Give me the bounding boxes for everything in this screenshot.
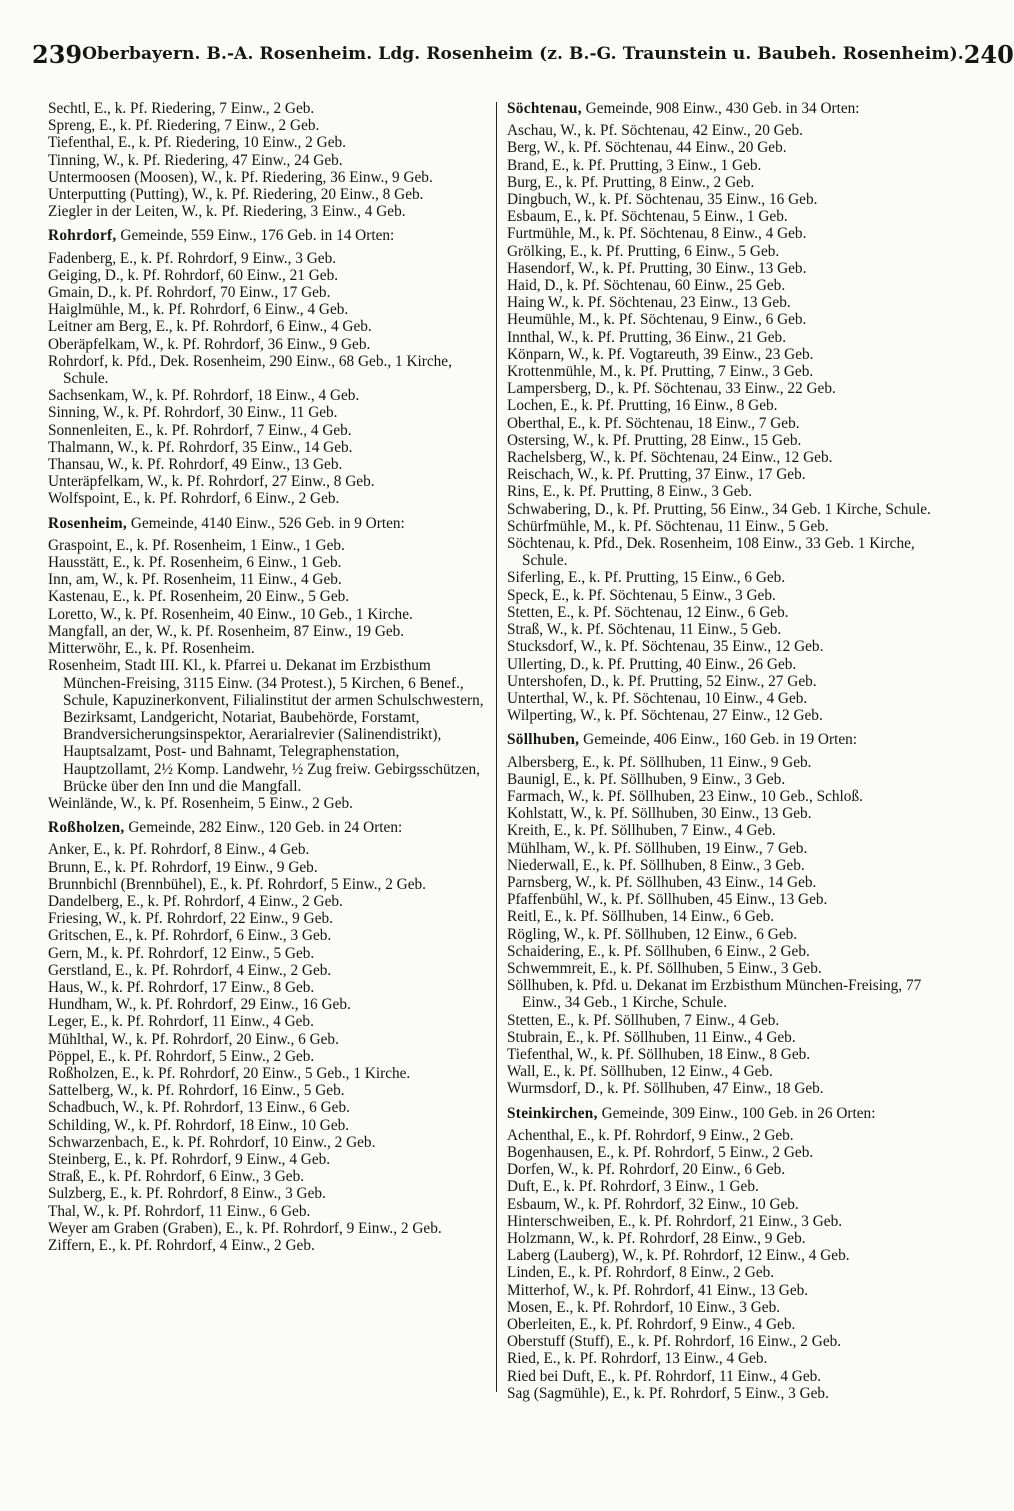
place-entry: Schaidering, E., k. Pf. Söllhuben, 6 Einw., 2 Geb. bbox=[507, 942, 810, 960]
place-entry: Reischach, W., k. Pf. Prutting, 37 Einw., 17 Geb. bbox=[507, 466, 806, 484]
municipality-summary: Gemeinde, 309 Einw., 100 Geb. in 26 Orten: bbox=[601, 1104, 876, 1122]
municipality-summary: Gemeinde, 559 Einw., 176 Geb. in 14 Orten: bbox=[120, 227, 395, 245]
place-entry: Brand, E., k. Pf. Prutting, 3 Einw., 1 Geb. bbox=[507, 156, 762, 174]
place-entry: Mühlham, W., k. Pf. Söllhuben, 19 Einw., 7 Geb. bbox=[507, 839, 808, 857]
place-entry: Ried, E., k. Pf. Rohrdorf, 13 Einw., 4 Geb. bbox=[507, 1350, 768, 1368]
place-entry: Sattelberg, W., k. Pf. Rohrdorf, 16 Einw., 5 Geb. bbox=[48, 1082, 345, 1100]
column-divider bbox=[496, 102, 497, 1392]
place-entry: Bogenhausen, E., k. Pf. Rohrdorf, 5 Einw., 2 Geb. bbox=[507, 1143, 814, 1161]
place-entry: Lampersberg, D., k. Pf. Söchtenau, 33 Einw., 22 Geb. bbox=[507, 380, 836, 398]
place-entry: Thansau, W., k. Pf. Rohrdorf, 49 Einw., 13 Geb. bbox=[48, 456, 343, 474]
place-entry: Oberthal, E., k. Pf. Söchtenau, 18 Einw., 7 Geb. bbox=[507, 414, 800, 432]
place-entry: Oberäpfelkam, W., k. Pf. Rohrdorf, 36 Einw., 9 Geb. bbox=[48, 335, 371, 353]
place-entry: Kohlstatt, W., k. Pf. Söllhuben, 30 Einw., 13 Geb. bbox=[507, 805, 812, 823]
place-entry: Rosenheim, Stadt III. Kl., k. Pfarrei u. Dekanat im Erzbisthum München-Freising, 3115 Einw. (34 Protest.), 5 Kirchen, 6 Benef., Schule, Kapuzinerkonvent, Filialinstitut der armen Schulschwestern, Bezirksamt, Landgericht, Notariat, Baubehörde, Forstamt, Brandversicherungsinspektor, Aerarialrevier (Salinendistrikt), Hauptsalzamt, Post- und Bahnamt, Telegraphenstation, Hauptzollamt, 2½ Komp. Landwehr, ½ Zug freiw. Gebirgsschützen, Brücke über den Inn und die Mangfall. bbox=[48, 657, 484, 795]
place-entry: Leitner am Berg, E., k. Pf. Rohrdorf, 6 Einw., 4 Geb. bbox=[48, 318, 372, 336]
place-entry: Mitterwöhr, E., k. Pf. Rosenheim. bbox=[48, 640, 255, 658]
municipality-summary: Gemeinde, 282 Einw., 120 Geb. in 24 Orten: bbox=[128, 819, 403, 837]
place-entry: Sonnenleiten, E., k. Pf. Rohrdorf, 7 Einw., 4 Geb. bbox=[48, 421, 352, 439]
place-entry: Speck, E., k. Pf. Söchtenau, 5 Einw., 3 Geb. bbox=[507, 586, 776, 604]
place-entry: Gritschen, E., k. Pf. Rohrdorf, 6 Einw., 3 Geb. bbox=[48, 927, 332, 945]
place-entry: Siferling, E., k. Pf. Prutting, 15 Einw., 6 Geb. bbox=[507, 569, 786, 587]
place-entry: Mangfall, an der, W., k. Pf. Rosenheim, 87 Einw., 19 Geb. bbox=[48, 622, 405, 640]
place-entry: Farmach, W., k. Pf. Söllhuben, 23 Einw., 10 Geb., Schloß. bbox=[507, 787, 863, 805]
place-entry: Sag (Sagmühle), E., k. Pf. Rohrdorf, 5 Einw., 3 Geb. bbox=[507, 1384, 829, 1402]
place-entry: Niederwall, E., k. Pf. Söllhuben, 8 Einw., 3 Geb. bbox=[507, 856, 805, 874]
place-entry: Weyer am Graben (Graben), E., k. Pf. Rohrdorf, 9 Einw., 2 Geb. bbox=[48, 1219, 442, 1237]
place-entry: Hausstätt, E., k. Pf. Rosenheim, 6 Einw., 1 Geb. bbox=[48, 554, 342, 572]
place-entry: Rachelsberg, W., k. Pf. Söchtenau, 24 Einw., 12 Geb. bbox=[507, 449, 833, 467]
place-entry: Pfaffenbühl, W., k. Pf. Söllhuben, 45 Einw., 13 Geb. bbox=[507, 891, 828, 909]
place-entry: Unterputting (Putting), W., k. Pf. Riedering, 20 Einw., 8 Geb. bbox=[48, 186, 424, 204]
place-entry: Linden, E., k. Pf. Rohrdorf, 8 Einw., 2 Geb. bbox=[507, 1264, 775, 1282]
place-entry: Parnsberg, W., k. Pf. Söllhuben, 43 Einw., 14 Geb. bbox=[507, 873, 817, 891]
place-entry: Schürfmühle, M., k. Pf. Söchtenau, 11 Einw., 5 Geb. bbox=[507, 517, 829, 535]
municipality-heading bbox=[507, 731, 947, 748]
place-entry: Albersberg, E., k. Pf. Söllhuben, 11 Einw., 9 Geb. bbox=[507, 753, 812, 771]
place-entry: Lochen, E., k. Pf. Prutting, 16 Einw., 8 Geb. bbox=[507, 397, 778, 415]
place-entry: Schwemmreit, E., k. Pf. Söllhuben, 5 Einw., 3 Geb. bbox=[507, 959, 822, 977]
place-entry: Gmain, D., k. Pf. Rohrdorf, 70 Einw., 17 Geb. bbox=[48, 284, 331, 302]
place-entry: Wilperting, W., k. Pf. Söchtenau, 27 Einw., 12 Geb. bbox=[507, 707, 823, 725]
place-entry: Graspoint, E., k. Pf. Rosenheim, 1 Einw., 1 Geb. bbox=[48, 536, 345, 554]
place-entry: Laberg (Lauberg), W., k. Pf. Rohrdorf, 12 Einw., 4 Geb. bbox=[507, 1247, 850, 1265]
municipality-name: Söllhuben, bbox=[507, 731, 580, 749]
place-entry: Straß, E., k. Pf. Rohrdorf, 6 Einw., 3 Geb. bbox=[48, 1168, 305, 1186]
place-entry: Inn, am, W., k. Pf. Rosenheim, 11 Einw., 4 Geb. bbox=[48, 571, 342, 589]
place-entry: Wolfspoint, E., k. Pf. Rohrdorf, 6 Einw., 2 Geb. bbox=[48, 490, 340, 508]
place-entry: Haus, W., k. Pf. Rohrdorf, 17 Einw., 8 Geb. bbox=[48, 978, 315, 996]
place-entry: Dorfen, W., k. Pf. Rohrdorf, 20 Einw., 6 Geb. bbox=[507, 1161, 786, 1179]
place-entry: Könparn, W., k. Pf. Vogtareuth, 39 Einw., 23 Geb. bbox=[507, 345, 814, 363]
place-entry: Spreng, E., k. Pf. Riedering, 7 Einw., 2 Geb. bbox=[48, 117, 320, 135]
place-entry: Stetten, E., k. Pf. Söllhuben, 7 Einw., 4 Geb. bbox=[507, 1011, 780, 1029]
place-entry: Duft, E., k. Pf. Rohrdorf, 3 Einw., 1 Geb. bbox=[507, 1178, 759, 1196]
municipality-name: Rosenheim, bbox=[48, 514, 128, 532]
place-entry: Mühlthal, W., k. Pf. Rohrdorf, 20 Einw., 6 Geb. bbox=[48, 1030, 339, 1048]
place-entry: Oberstuff (Stuff), E., k. Pf. Rohrdorf, 16 Einw., 2 Geb. bbox=[507, 1333, 842, 1351]
place-entry: Esbaum, E., k. Pf. Söchtenau, 5 Einw., 1 Geb. bbox=[507, 208, 788, 226]
place-entry: Ried bei Duft, E., k. Pf. Rohrdorf, 11 Einw., 4 Geb. bbox=[507, 1367, 822, 1385]
place-entry: Pöppel, E., k. Pf. Rohrdorf, 5 Einw., 2 Geb. bbox=[48, 1047, 315, 1065]
left-column bbox=[48, 100, 486, 1254]
place-entry: Haiglmühle, M., k. Pf. Rohrdorf, 6 Einw., 4 Geb. bbox=[48, 301, 349, 319]
place-entry: Roßholzen, E., k. Pf. Rohrdorf, 20 Einw., 5 Geb., 1 Kirche. bbox=[48, 1064, 411, 1082]
place-entry: Wall, E., k. Pf. Söllhuben, 12 Einw., 4 Geb. bbox=[507, 1063, 773, 1081]
place-entry: Ullerting, D., k. Pf. Prutting, 40 Einw., 26 Geb. bbox=[507, 655, 797, 673]
place-entry: Sechtl, E., k. Pf. Riedering, 7 Einw., 2 Geb. bbox=[48, 100, 315, 117]
place-entry: Ziegler in der Leiten, W., k. Pf. Riedering, 3 Einw., 4 Geb. bbox=[48, 203, 406, 221]
place-entry: Kreith, E., k. Pf. Söllhuben, 7 Einw., 4 Geb. bbox=[507, 822, 776, 840]
municipality-heading bbox=[507, 1105, 947, 1122]
place-entry: Straß, W., k. Pf. Söchtenau, 11 Einw., 5 Geb. bbox=[507, 621, 782, 639]
municipality-summary: Gemeinde, 4140 Einw., 526 Geb. in 9 Orten: bbox=[130, 514, 405, 532]
municipality-heading bbox=[48, 515, 486, 532]
place-entry: Tinning, W., k. Pf. Riedering, 47 Einw., 24 Geb. bbox=[48, 151, 343, 169]
place-entry: Mitterhof, W., k. Pf. Rohrdorf, 41 Einw., 13 Geb. bbox=[507, 1281, 809, 1299]
place-entry: Weinlände, W., k. Pf. Rosenheim, 5 Einw., 2 Geb. bbox=[48, 794, 353, 812]
place-entry: Gerstland, E., k. Pf. Rohrdorf, 4 Einw., 2 Geb. bbox=[48, 961, 332, 979]
municipality-summary: Gemeinde, 406 Einw., 160 Geb. in 19 Orten: bbox=[583, 731, 858, 749]
place-entry: Heumühle, M., k. Pf. Söchtenau, 9 Einw., 6 Geb. bbox=[507, 311, 807, 329]
place-entry: Schadbuch, W., k. Pf. Rohrdorf, 13 Einw., 6 Geb. bbox=[48, 1099, 350, 1117]
place-entry: Mosen, E., k. Pf. Rohrdorf, 10 Einw., 3 Geb. bbox=[507, 1298, 781, 1316]
place-entry: Steinberg, E., k. Pf. Rohrdorf, 9 Einw., 4 Geb. bbox=[48, 1150, 331, 1168]
place-entry: Aschau, W., k. Pf. Söchtenau, 42 Einw., 20 Geb. bbox=[507, 122, 803, 140]
municipality-heading bbox=[48, 227, 486, 244]
municipality-name: Steinkirchen, bbox=[507, 1104, 598, 1122]
place-entry: Untershofen, D., k. Pf. Prutting, 52 Einw., 27 Geb. bbox=[507, 672, 817, 690]
place-entry: Thal, W., k. Pf. Rohrdorf, 11 Einw., 6 Geb. bbox=[48, 1202, 311, 1220]
place-entry: Burg, E., k. Pf. Prutting, 8 Einw., 2 Geb. bbox=[507, 173, 755, 191]
place-entry: Söchtenau, k. Pfd., Dek. Rosenheim, 108 Einw., 33 Geb. 1 Kirche, Schule. bbox=[507, 535, 915, 570]
place-entry: Achenthal, E., k. Pf. Rohrdorf, 9 Einw., 2 Geb. bbox=[507, 1126, 794, 1144]
place-entry: Gern, M., k. Pf. Rohrdorf, 12 Einw., 5 Geb. bbox=[48, 944, 315, 962]
place-entry: Brunnbichl (Brennbühel), E., k. Pf. Rohrdorf, 5 Einw., 2 Geb. bbox=[48, 875, 426, 893]
place-entry: Unteräpfelkam, W., k. Pf. Rohrdorf, 27 Einw., 8 Geb. bbox=[48, 473, 375, 491]
municipality-heading bbox=[48, 819, 486, 836]
place-entry: Wurmsdorf, D., k. Pf. Söllhuben, 47 Einw., 18 Geb. bbox=[507, 1080, 824, 1098]
place-entry: Hundham, W., k. Pf. Rohrdorf, 29 Einw., 16 Geb. bbox=[48, 996, 351, 1014]
place-entry: Anker, E., k. Pf. Rohrdorf, 8 Einw., 4 Geb. bbox=[48, 841, 310, 859]
place-entry: Untermoosen (Moosen), W., k. Pf. Riedering, 36 Einw., 9 Geb. bbox=[48, 168, 433, 186]
place-entry: Kastenau, E., k. Pf. Rosenheim, 20 Einw., 5 Geb. bbox=[48, 588, 350, 606]
municipality-name: Rohrdorf, bbox=[48, 227, 117, 245]
place-entry: Esbaum, W., k. Pf. Rohrdorf, 32 Einw., 10 Geb. bbox=[507, 1195, 799, 1213]
place-entry: Brunn, E., k. Pf. Rohrdorf, 19 Einw., 9 Geb. bbox=[48, 858, 318, 876]
place-entry: Söllhuben, k. Pfd. u. Dekanat im Erzbisthum München-Freising, 77 Einw., 34 Geb., 1 Kirche, Schule. bbox=[507, 977, 922, 1012]
place-entry: Grölking, E., k. Pf. Prutting, 6 Einw., 5 Geb. bbox=[507, 242, 780, 260]
place-entry: Thalmann, W., k. Pf. Rohrdorf, 35 Einw., 14 Geb. bbox=[48, 438, 353, 456]
municipality-summary: Gemeinde, 908 Einw., 430 Geb. in 34 Orten: bbox=[585, 100, 860, 117]
place-entry: Hasendorf, W., k. Pf. Prutting, 30 Einw., 13 Geb. bbox=[507, 259, 807, 277]
place-entry: Tiefenthal, W., k. Pf. Söllhuben, 18 Einw., 8 Geb. bbox=[507, 1045, 811, 1063]
place-entry: Loretto, W., k. Pf. Rosenheim, 40 Einw., 10 Geb., 1 Kirche. bbox=[48, 605, 413, 623]
page-number-right: 240 bbox=[963, 39, 1014, 69]
right-column bbox=[507, 100, 947, 1402]
place-entry: Schilding, W., k. Pf. Rohrdorf, 18 Einw., 10 Geb. bbox=[48, 1116, 350, 1134]
place-entry: Krottenmühle, M., k. Pf. Prutting, 7 Einw., 3 Geb. bbox=[507, 363, 814, 381]
place-entry: Dandelberg, E., k. Pf. Rohrdorf, 4 Einw., 2 Geb. bbox=[48, 892, 343, 910]
place-entry: Haid, D., k. Pf. Söchtenau, 60 Einw., 25 Geb. bbox=[507, 277, 786, 295]
place-entry: Leger, E., k. Pf. Rohrdorf, 11 Einw., 4 Geb. bbox=[48, 1013, 314, 1031]
running-head: Oberbayern. B.-A. Rosenheim. Ldg. Rosenheim (z. B.-G. Traunstein u. Baubeh. Rosenheim). bbox=[82, 44, 964, 64]
place-entry: Oberleiten, E., k. Pf. Rohrdorf, 9 Einw., 4 Geb. bbox=[507, 1316, 796, 1334]
place-entry: Rohrdorf, k. Pfd., Dek. Rosenheim, 290 Einw., 68 Geb., 1 Kirche, Schule. bbox=[48, 352, 452, 388]
place-entry: Rögling, W., k. Pf. Söllhuben, 12 Einw., 6 Geb. bbox=[507, 925, 798, 943]
place-entry: Schwarzenbach, E., k. Pf. Rohrdorf, 10 Einw., 2 Geb. bbox=[48, 1133, 376, 1151]
place-entry: Dingbuch, W., k. Pf. Söchtenau, 35 Einw., 16 Geb. bbox=[507, 191, 818, 209]
place-entry: Sinning, W., k. Pf. Rohrdorf, 30 Einw., 11 Geb. bbox=[48, 404, 338, 422]
place-entry: Furtmühle, M., k. Pf. Söchtenau, 8 Einw., 4 Geb. bbox=[507, 225, 807, 243]
place-entry: Sachsenkam, W., k. Pf. Rohrdorf, 18 Einw., 4 Geb. bbox=[48, 387, 360, 405]
place-entry: Stucksdorf, W., k. Pf. Söchtenau, 35 Einw., 12 Geb. bbox=[507, 638, 824, 656]
place-entry: Friesing, W., k. Pf. Rohrdorf, 22 Einw., 9 Geb. bbox=[48, 910, 333, 928]
place-entry: Innthal, W., k. Pf. Prutting, 36 Einw., 21 Geb. bbox=[507, 328, 787, 346]
place-entry: Ziffern, E., k. Pf. Rohrdorf, 4 Einw., 2 Geb. bbox=[48, 1237, 315, 1254]
place-entry: Haing W., k. Pf. Söchtenau, 23 Einw., 13 Geb. bbox=[507, 294, 791, 312]
place-entry: Holzmann, W., k. Pf. Rohrdorf, 28 Einw., 9 Geb. bbox=[507, 1230, 806, 1247]
place-entry: Berg, W., k. Pf. Söchtenau, 44 Einw., 20 Geb. bbox=[507, 139, 787, 157]
place-entry: Unterthal, W., k. Pf. Söchtenau, 10 Einw., 4 Geb. bbox=[507, 689, 808, 707]
place-entry: Rins, E., k. Pf. Prutting, 8 Einw., 3 Geb. bbox=[507, 483, 753, 501]
place-entry: Schwabering, D., k. Pf. Prutting, 56 Einw., 34 Geb. 1 Kirche, Schule. bbox=[507, 500, 931, 518]
place-entry: Ostersing, W., k. Pf. Prutting, 28 Einw., 15 Geb. bbox=[507, 431, 802, 449]
place-entry: Stetten, E., k. Pf. Söchtenau, 12 Einw., 6 Geb. bbox=[507, 603, 789, 621]
page-number-left: 239 bbox=[32, 39, 83, 69]
page-header bbox=[32, 34, 1014, 74]
municipality-heading bbox=[507, 100, 947, 117]
place-entry: Geiging, D., k. Pf. Rohrdorf, 60 Einw., 21 Geb. bbox=[48, 266, 339, 284]
place-entry: Tiefenthal, E., k. Pf. Riedering, 10 Einw., 2 Geb. bbox=[48, 134, 346, 152]
place-entry: Hinterschweiben, E., k. Pf. Rohrdorf, 21 Einw., 3 Geb. bbox=[507, 1212, 843, 1230]
place-entry: Stubrain, E., k. Pf. Söllhuben, 11 Einw., 4 Geb. bbox=[507, 1028, 796, 1046]
place-entry: Baunigl, E., k. Pf. Söllhuben, 9 Einw., 3 Geb. bbox=[507, 770, 786, 788]
municipality-name: Roßholzen, bbox=[48, 819, 125, 837]
place-entry: Sulzberg, E., k. Pf. Rohrdorf, 8 Einw., 3 Geb. bbox=[48, 1185, 326, 1203]
municipality-name: Söchtenau, bbox=[507, 100, 582, 117]
place-entry: Fadenberg, E., k. Pf. Rohrdorf, 9 Einw., 3 Geb. bbox=[48, 249, 337, 267]
place-entry: Reitl, E., k. Pf. Söllhuben, 14 Einw., 6 Geb. bbox=[507, 908, 775, 926]
